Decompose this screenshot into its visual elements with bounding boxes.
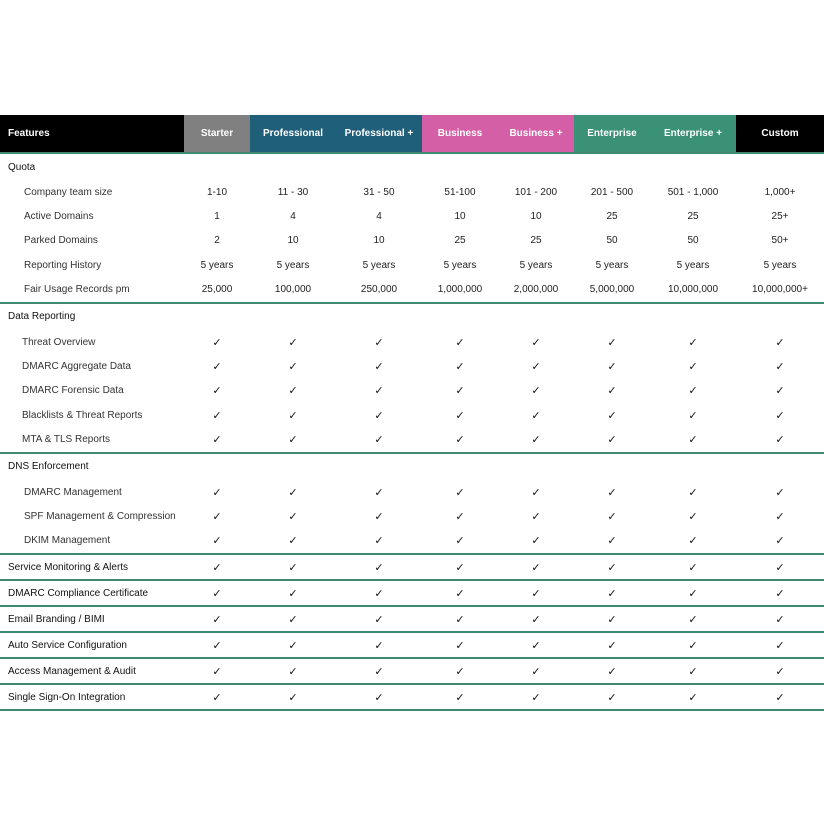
check-icon: ✓ [688, 385, 698, 398]
row-value: 11 - 30 [277, 186, 309, 198]
row-label: Blacklists & Threat Reports [22, 409, 143, 421]
header-features: Features [0, 115, 184, 152]
row-value: 10 [454, 211, 466, 223]
check-icon: ✓ [455, 561, 465, 574]
row-value: 10 [530, 211, 542, 223]
check-icon: ✓ [212, 665, 222, 678]
check-icon: ✓ [455, 613, 465, 626]
check-icon: ✓ [455, 409, 465, 422]
check-icon: ✓ [531, 409, 541, 422]
row-label: Email Branding / BIMI [8, 613, 105, 625]
check-icon: ✓ [607, 587, 617, 600]
check-icon: ✓ [212, 587, 222, 600]
check-icon: ✓ [775, 510, 785, 523]
check-icon: ✓ [688, 691, 698, 704]
check-icon: ✓ [531, 665, 541, 678]
header-plan-starter: Starter [184, 115, 250, 152]
check-icon: ✓ [531, 639, 541, 652]
row-label: Service Monitoring & Alerts [8, 561, 129, 573]
check-icon: ✓ [455, 639, 465, 652]
check-icon: ✓ [374, 587, 384, 600]
table-row [0, 633, 824, 657]
check-icon: ✓ [531, 561, 541, 574]
check-icon: ✓ [688, 561, 698, 574]
check-icon: ✓ [607, 639, 617, 652]
check-icon: ✓ [775, 561, 785, 574]
check-icon: ✓ [374, 691, 384, 704]
row-value: 250,000 [360, 284, 398, 296]
check-icon: ✓ [607, 665, 617, 678]
check-icon: ✓ [288, 691, 298, 704]
check-icon: ✓ [688, 639, 698, 652]
check-icon: ✓ [531, 361, 541, 374]
check-icon: ✓ [607, 361, 617, 374]
row-value: 10,000,000 [667, 284, 719, 296]
row-value: 5 years [443, 259, 477, 271]
row-value: 4 [290, 211, 296, 223]
row-value: 1,000+ [764, 186, 796, 198]
check-icon: ✓ [288, 535, 298, 548]
row-value: 25,000 [201, 284, 233, 296]
check-icon: ✓ [212, 691, 222, 704]
row-value: 1 [214, 211, 220, 223]
row-value: 25 [606, 211, 618, 223]
row-value: 51-100 [444, 186, 476, 198]
row-value: 5 years [763, 259, 797, 271]
row-label: Auto Service Configuration [8, 639, 127, 651]
check-icon: ✓ [531, 336, 541, 349]
check-icon: ✓ [455, 665, 465, 678]
table-row [0, 685, 824, 709]
row-value: 1,000,000 [437, 284, 483, 296]
check-icon: ✓ [688, 409, 698, 422]
row-value: 50+ [771, 235, 789, 247]
table-row [0, 229, 824, 253]
check-icon: ✓ [688, 361, 698, 374]
row-value: 2,000,000 [513, 284, 559, 296]
check-icon: ✓ [288, 510, 298, 523]
check-icon: ✓ [212, 361, 222, 374]
check-icon: ✓ [374, 486, 384, 499]
row-value: 5,000,000 [589, 284, 635, 296]
check-icon: ✓ [288, 561, 298, 574]
row-label: DMARC Compliance Certificate [8, 587, 149, 599]
table-row [0, 428, 824, 452]
check-icon: ✓ [455, 385, 465, 398]
check-icon: ✓ [288, 409, 298, 422]
row-value: 5 years [276, 259, 310, 271]
check-icon: ✓ [607, 486, 617, 499]
table-row [0, 204, 824, 228]
section-data-reporting: Data Reporting [8, 311, 76, 323]
section-quota: Quota [8, 161, 36, 173]
check-icon: ✓ [455, 535, 465, 548]
header-plan-business: Business [422, 115, 498, 152]
check-icon: ✓ [455, 434, 465, 447]
row-label: Fair Usage Records pm [24, 284, 130, 296]
row-value: 31 - 50 [363, 186, 395, 198]
check-icon: ✓ [775, 486, 785, 499]
row-value: 50 [606, 235, 618, 247]
table-row [0, 529, 824, 553]
check-icon: ✓ [288, 434, 298, 447]
check-icon: ✓ [288, 639, 298, 652]
table-row [0, 555, 824, 579]
check-icon: ✓ [775, 409, 785, 422]
table-row [0, 180, 824, 204]
header-plan-enterprise: Enterprise [574, 115, 650, 152]
row-value: 25 [454, 235, 466, 247]
check-icon: ✓ [455, 691, 465, 704]
check-icon: ✓ [688, 434, 698, 447]
check-icon: ✓ [775, 385, 785, 398]
check-icon: ✓ [455, 510, 465, 523]
check-icon: ✓ [374, 336, 384, 349]
check-icon: ✓ [288, 336, 298, 349]
check-icon: ✓ [374, 535, 384, 548]
check-icon: ✓ [374, 561, 384, 574]
row-value: 5 years [519, 259, 553, 271]
table-row [0, 659, 824, 683]
table-row [0, 354, 824, 378]
check-icon: ✓ [775, 691, 785, 704]
table-row [0, 607, 824, 631]
check-icon: ✓ [374, 613, 384, 626]
check-icon: ✓ [607, 561, 617, 574]
row-value: 25+ [771, 211, 789, 223]
row-value: 4 [376, 211, 382, 223]
table-row [0, 278, 824, 302]
check-icon: ✓ [607, 691, 617, 704]
row-value: 5 years [200, 259, 234, 271]
check-icon: ✓ [531, 510, 541, 523]
check-icon: ✓ [775, 535, 785, 548]
check-icon: ✓ [288, 385, 298, 398]
check-icon: ✓ [688, 613, 698, 626]
check-icon: ✓ [212, 510, 222, 523]
check-icon: ✓ [531, 385, 541, 398]
row-label: Parked Domains [24, 235, 98, 247]
row-value: 101 - 200 [514, 186, 558, 198]
check-icon: ✓ [531, 691, 541, 704]
pricing-comparison-table [0, 115, 824, 711]
check-icon: ✓ [607, 336, 617, 349]
check-icon: ✓ [531, 535, 541, 548]
check-icon: ✓ [775, 336, 785, 349]
row-value: 10 [373, 235, 385, 247]
row-label: DMARC Forensic Data [22, 385, 124, 397]
table-row [0, 403, 824, 427]
header-plan-custom: Custom [736, 115, 824, 152]
row-value: 2 [214, 235, 220, 247]
row-label: DMARC Management [24, 486, 122, 498]
check-icon: ✓ [531, 587, 541, 600]
check-icon: ✓ [212, 486, 222, 499]
check-icon: ✓ [688, 665, 698, 678]
row-value: 5 years [595, 259, 629, 271]
check-icon: ✓ [212, 535, 222, 548]
row-value: 5 years [676, 259, 710, 271]
check-icon: ✓ [212, 561, 222, 574]
check-icon: ✓ [288, 361, 298, 374]
row-label: Company team size [24, 186, 113, 198]
check-icon: ✓ [374, 409, 384, 422]
row-label: Active Domains [24, 211, 94, 223]
check-icon: ✓ [455, 336, 465, 349]
check-icon: ✓ [212, 385, 222, 398]
check-icon: ✓ [775, 587, 785, 600]
row-value: 25 [687, 211, 699, 223]
row-value: 25 [530, 235, 542, 247]
row-label: DKIM Management [24, 535, 111, 547]
table-header [0, 115, 824, 154]
table-row [0, 504, 824, 528]
check-icon: ✓ [688, 486, 698, 499]
check-icon: ✓ [288, 665, 298, 678]
check-icon: ✓ [607, 510, 617, 523]
row-label: Access Management & Audit [8, 665, 136, 677]
row-value: 1-10 [206, 186, 227, 198]
table-row [0, 253, 824, 277]
row-label: MTA & TLS Reports [22, 434, 110, 446]
check-icon: ✓ [607, 385, 617, 398]
table-row [0, 480, 824, 504]
check-icon: ✓ [455, 587, 465, 600]
row-value: 50 [687, 235, 699, 247]
check-icon: ✓ [607, 409, 617, 422]
row-value: 501 - 1,000 [667, 186, 719, 198]
check-icon: ✓ [688, 535, 698, 548]
check-icon: ✓ [288, 613, 298, 626]
row-label: Threat Overview [22, 336, 96, 348]
row-value: 10 [287, 235, 299, 247]
check-icon: ✓ [688, 510, 698, 523]
check-icon: ✓ [531, 613, 541, 626]
check-icon: ✓ [775, 613, 785, 626]
check-icon: ✓ [688, 587, 698, 600]
check-icon: ✓ [531, 486, 541, 499]
check-icon: ✓ [374, 665, 384, 678]
row-label: SPF Management & Compression [24, 510, 176, 522]
row-label: Reporting History [24, 259, 102, 271]
check-icon: ✓ [607, 535, 617, 548]
check-icon: ✓ [212, 434, 222, 447]
header-plan-professional: Professional [250, 115, 336, 152]
check-icon: ✓ [775, 434, 785, 447]
row-label: DMARC Aggregate Data [22, 361, 131, 373]
check-icon: ✓ [688, 336, 698, 349]
row-value: 10,000,000+ [752, 284, 808, 296]
check-icon: ✓ [212, 613, 222, 626]
row-label: Single Sign-On Integration [8, 691, 126, 703]
check-icon: ✓ [288, 486, 298, 499]
check-icon: ✓ [531, 434, 541, 447]
check-icon: ✓ [775, 665, 785, 678]
check-icon: ✓ [212, 336, 222, 349]
row-value: 201 - 500 [590, 186, 634, 198]
row-separator [0, 709, 824, 711]
row-value: 100,000 [274, 284, 312, 296]
check-icon: ✓ [775, 361, 785, 374]
table-row [0, 581, 824, 605]
check-icon: ✓ [607, 613, 617, 626]
table-row [0, 379, 824, 403]
check-icon: ✓ [455, 361, 465, 374]
check-icon: ✓ [775, 639, 785, 652]
check-icon: ✓ [288, 587, 298, 600]
section-dns-enforcement: DNS Enforcement [8, 461, 89, 473]
check-icon: ✓ [212, 639, 222, 652]
check-icon: ✓ [607, 434, 617, 447]
check-icon: ✓ [374, 361, 384, 374]
check-icon: ✓ [374, 510, 384, 523]
check-icon: ✓ [374, 385, 384, 398]
header-plan-enterprise-plus: Enterprise + [650, 115, 736, 152]
check-icon: ✓ [374, 434, 384, 447]
check-icon: ✓ [374, 639, 384, 652]
table-row [0, 330, 824, 354]
row-value: 5 years [362, 259, 396, 271]
check-icon: ✓ [212, 409, 222, 422]
header-plan-business-plus: Business + [498, 115, 574, 152]
header-plan-professional-plus: Professional + [336, 115, 422, 152]
check-icon: ✓ [455, 486, 465, 499]
